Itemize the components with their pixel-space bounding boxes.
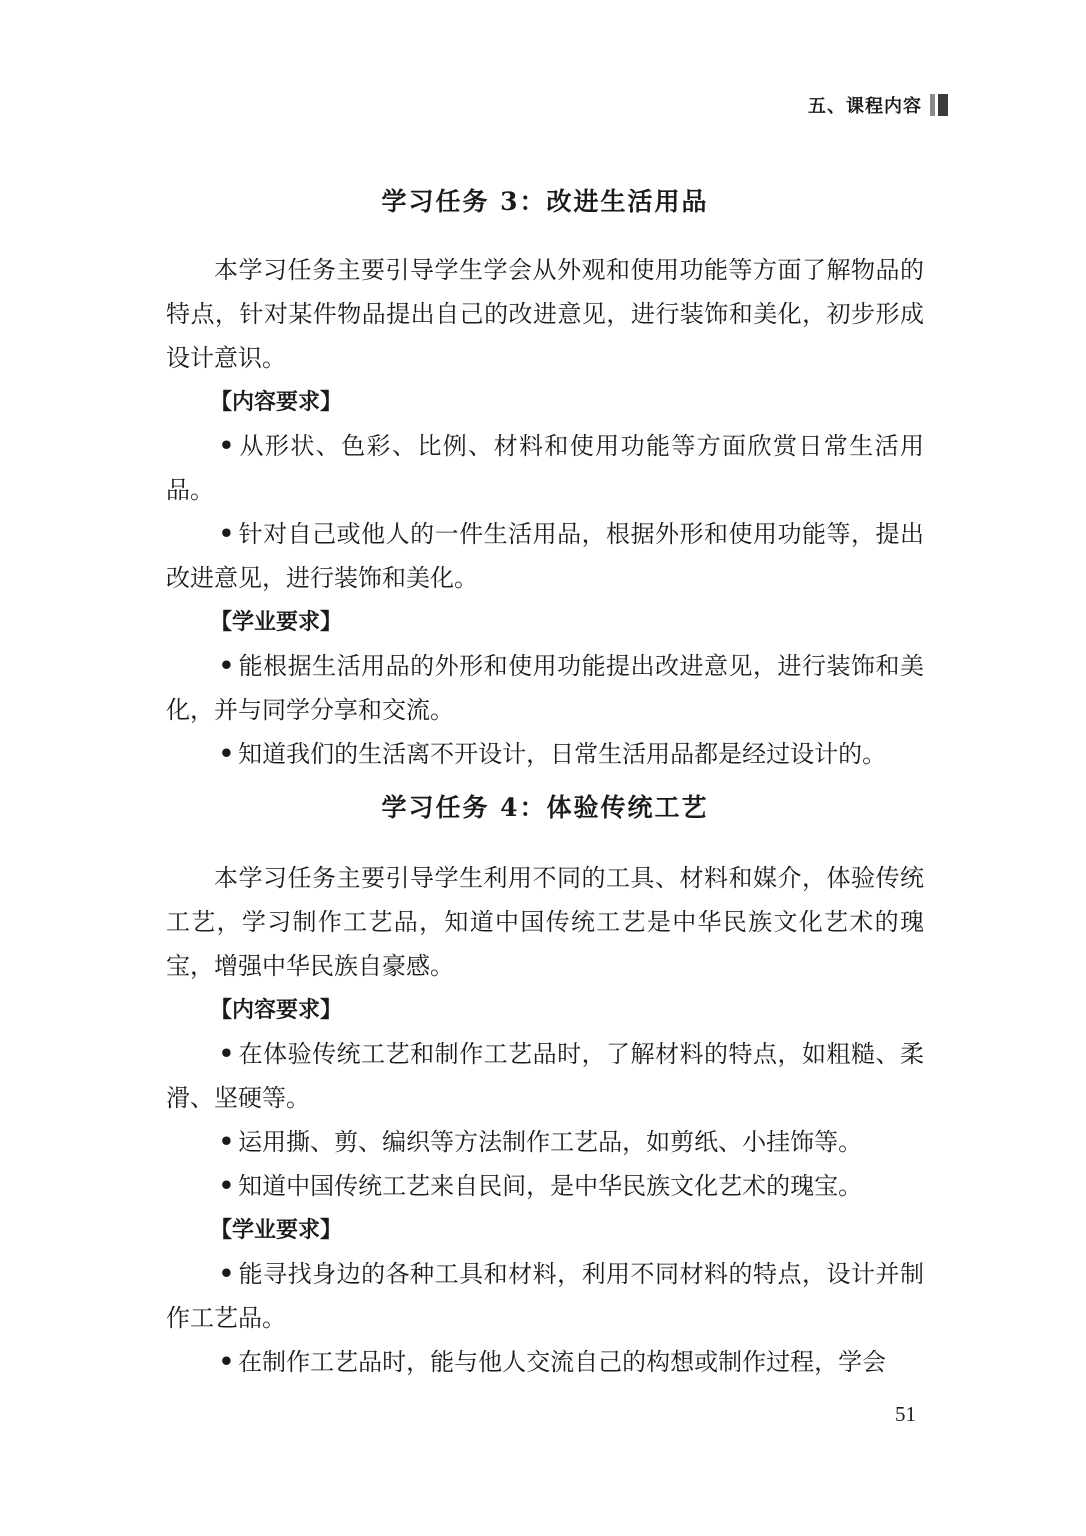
task3-content-item bbox=[166, 424, 924, 512]
task3-content-item-text: 针对自己或他人的一件生活用品，根据外形和使用功能等，提出改进意见，进行装饰和美化。 bbox=[166, 520, 924, 592]
task3-content-item bbox=[166, 512, 924, 600]
task3-title: 学习任务 3：改进生活用品 bbox=[381, 187, 709, 216]
task4-content-item bbox=[166, 1032, 924, 1120]
task3-academic-item bbox=[166, 732, 924, 776]
task4-content-item-text: 在体验传统工艺和制作工艺品时，了解材料的特点，如粗糙、柔滑、坚硬等。 bbox=[166, 1040, 924, 1112]
task4-academic-item bbox=[166, 1340, 924, 1384]
bullet-dot-icon: • bbox=[218, 739, 235, 768]
bullet-dot-icon: • bbox=[218, 431, 235, 460]
task4-content-item-text: 运用撕、剪、编织等方法制作工艺品，如剪纸、小挂饰等。 bbox=[238, 1128, 863, 1156]
header-bar-thick bbox=[938, 94, 948, 116]
task3-academic-item-text: 知道我们的生活离不开设计，日常生活用品都是经过设计的。 bbox=[238, 740, 887, 768]
task4-title: 学习任务 4：体验传统工艺 bbox=[381, 793, 709, 822]
page-body bbox=[166, 178, 924, 1384]
task3-intro: 本学习任务主要引导学生学会从外观和使用功能等方面了解物品的特点，针对某件物品提出自己的改进意见，进行装饰和美化，初步形成设计意识。 bbox=[166, 256, 924, 372]
task4-academic-item-text: 能寻找身边的各种工具和材料，利用不同材料的特点，设计并制作工艺品。 bbox=[166, 1260, 924, 1332]
task4-academic-label: 【学业要求】 bbox=[210, 1217, 343, 1243]
task4-content-label: 【内容要求】 bbox=[210, 997, 343, 1023]
task4-academic-item bbox=[166, 1252, 924, 1340]
bullet-dot-icon: • bbox=[218, 1347, 235, 1376]
header-bar-decoration bbox=[930, 94, 948, 116]
task4-academic-item-text: 在制作工艺品时，能与他人交流自己的构想或制作过程，学会 bbox=[238, 1348, 887, 1376]
task3-academic-item-text: 能根据生活用品的外形和使用功能提出改进意见，进行装饰和美化，并与同学分享和交流。 bbox=[166, 652, 924, 724]
running-header bbox=[808, 92, 948, 118]
bullet-dot-icon: • bbox=[218, 519, 235, 548]
bullet-dot-icon: • bbox=[218, 651, 235, 680]
task3-academic-item bbox=[166, 644, 924, 732]
header-bar-thin bbox=[930, 94, 935, 116]
task4-content-item bbox=[166, 1120, 924, 1164]
task3-content-item-text: 从形状、色彩、比例、材料和使用功能等方面欣赏日常生活用品。 bbox=[166, 432, 924, 504]
running-header-title: 五、课程内容 bbox=[808, 96, 922, 117]
task4-intro: 本学习任务主要引导学生利用不同的工具、材料和媒介，体验传统工艺，学习制作工艺品，知道中国传统工艺是中华民族文化艺术的瑰宝，增强中华民族自豪感。 bbox=[166, 864, 924, 980]
task3-content-label: 【内容要求】 bbox=[210, 389, 343, 415]
bullet-dot-icon: • bbox=[218, 1039, 235, 1068]
task4-content-item-text: 知道中国传统工艺来自民间，是中华民族文化艺术的瑰宝。 bbox=[238, 1172, 863, 1200]
task4-content-item bbox=[166, 1164, 924, 1208]
bullet-dot-icon: • bbox=[218, 1171, 235, 1200]
task3-academic-label: 【学业要求】 bbox=[210, 609, 343, 635]
bullet-dot-icon: • bbox=[218, 1259, 235, 1288]
bullet-dot-icon: • bbox=[218, 1127, 235, 1156]
page-number: 51 bbox=[895, 1402, 916, 1426]
